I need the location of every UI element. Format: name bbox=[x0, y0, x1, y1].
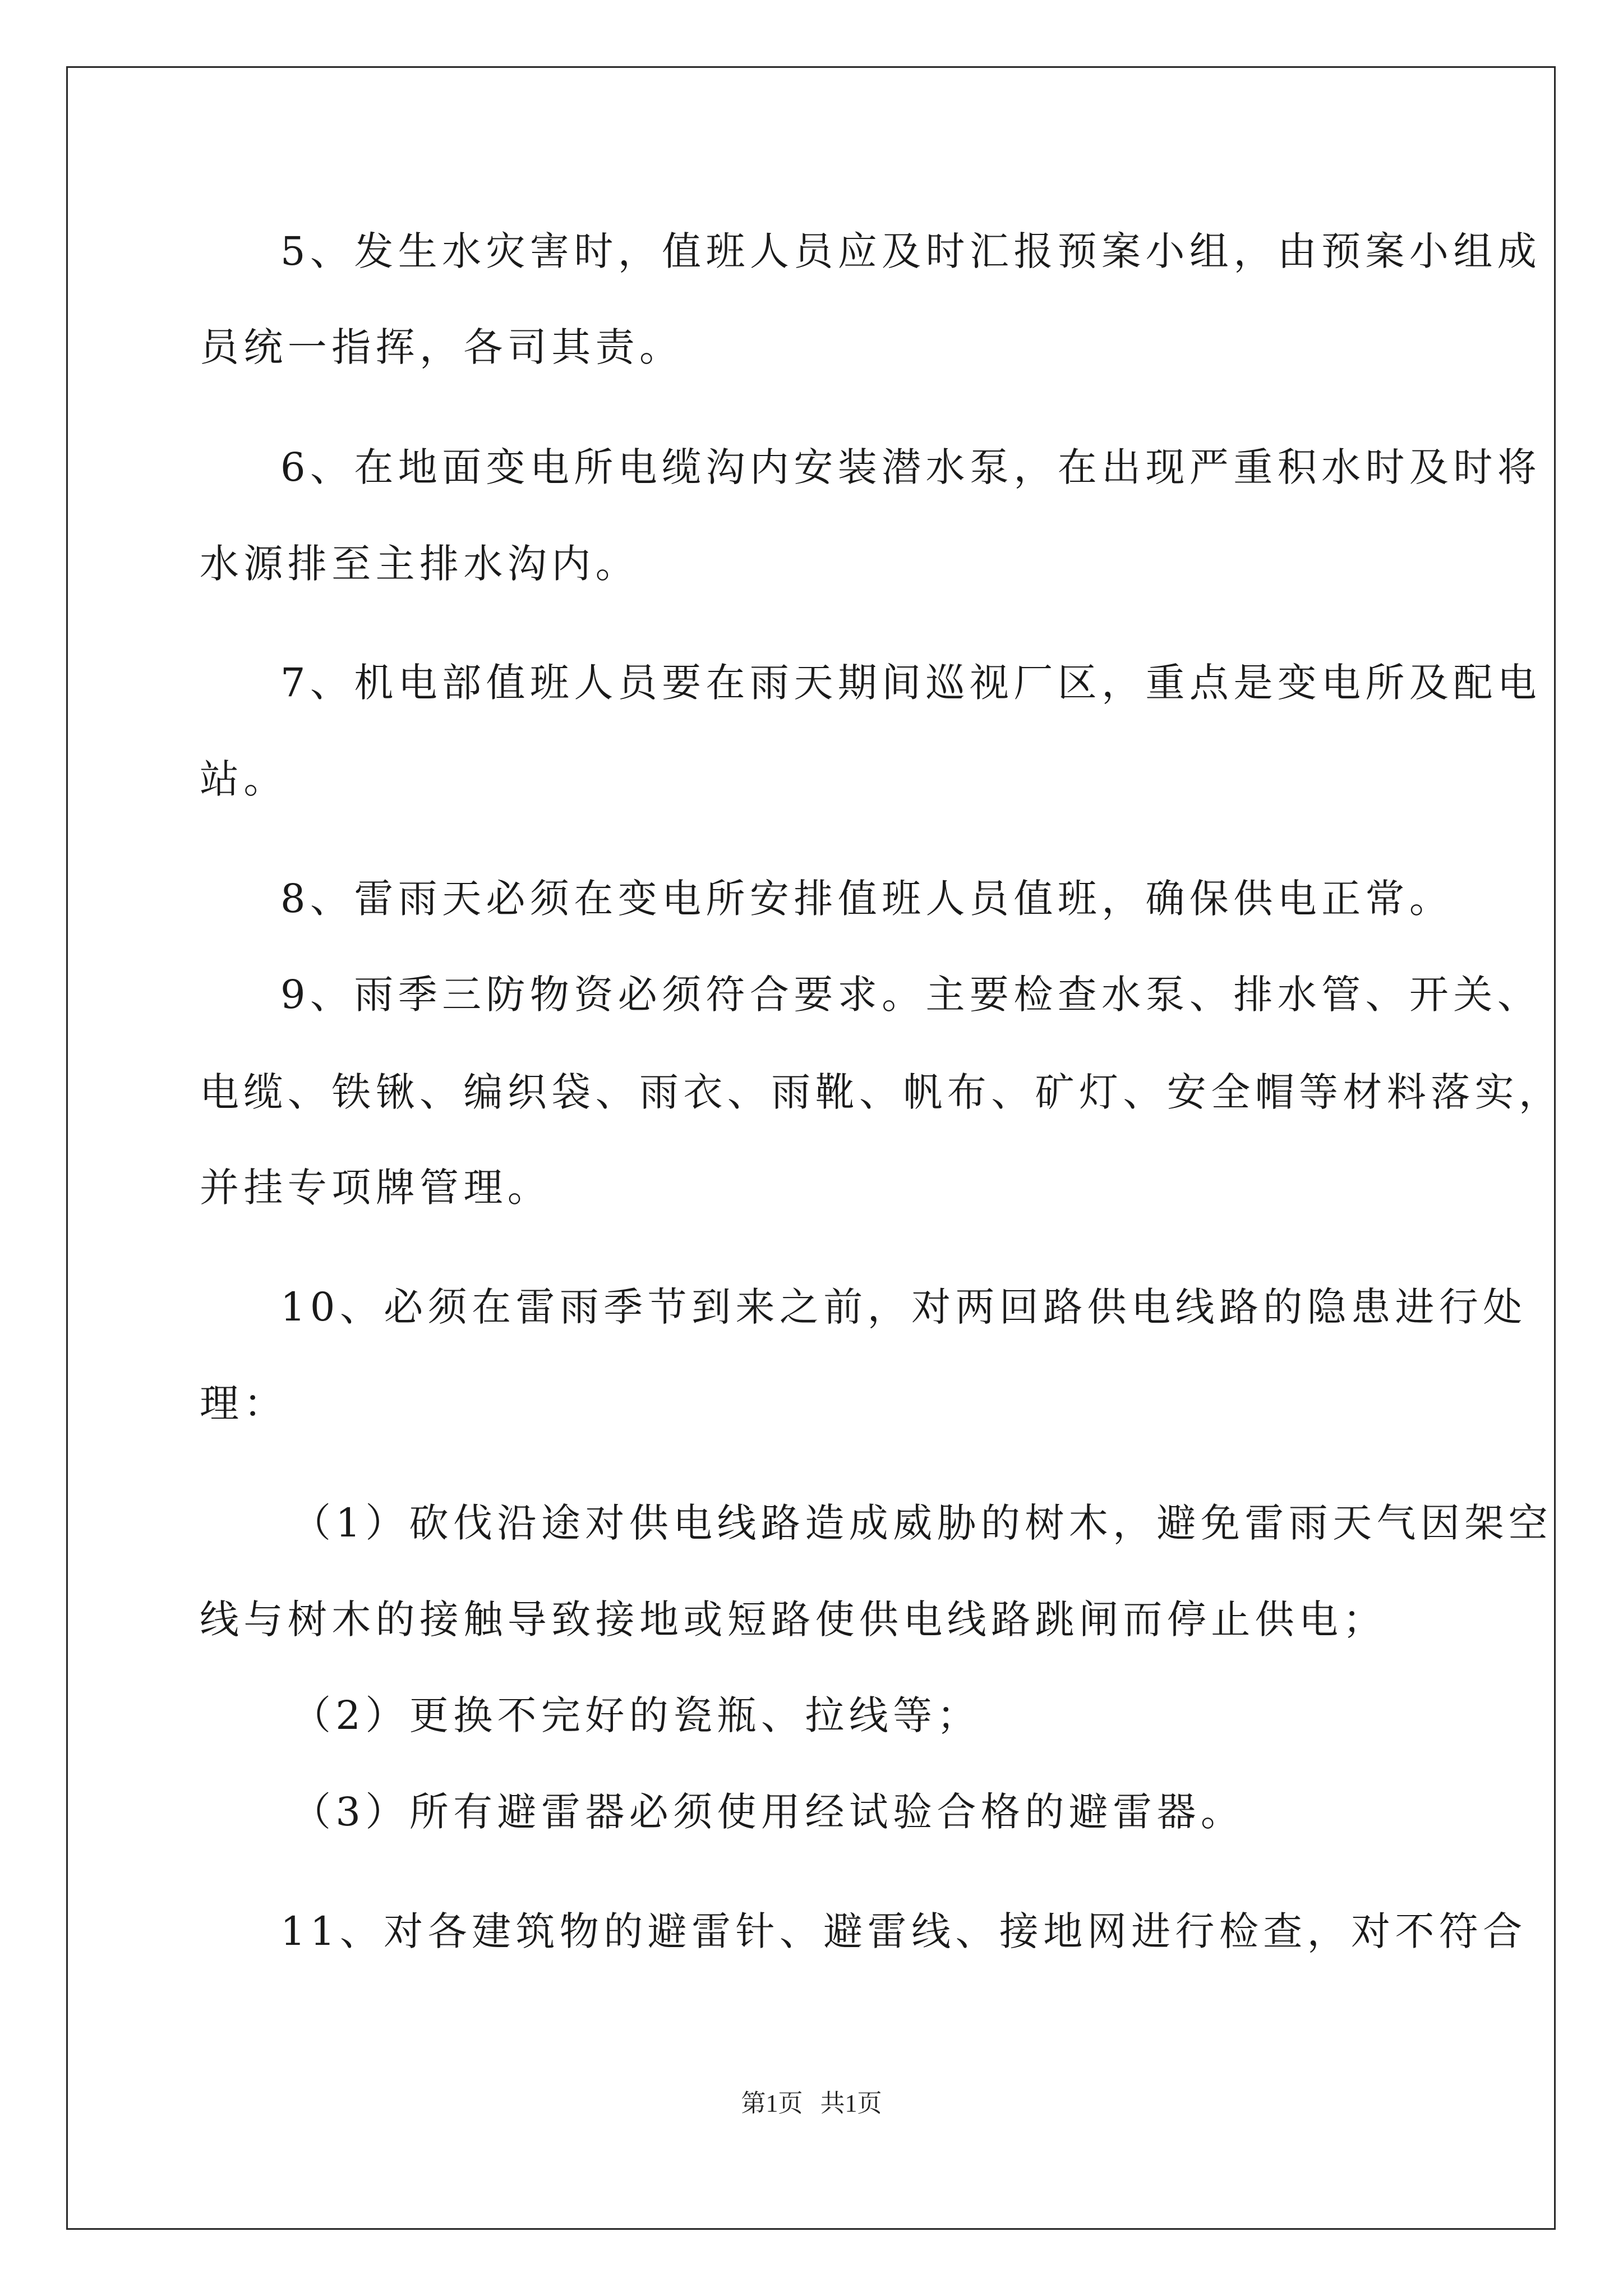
subitem-2-line-1: （2）更换不完好的瓷瓶、拉线等； bbox=[292, 1692, 981, 1738]
page-total: 共1页 bbox=[820, 2090, 882, 2117]
page-border bbox=[66, 66, 1556, 2230]
paragraph-9-line-1: 9、雨季三防物资必须符合要求。主要检查水泵、排水管、开关、 bbox=[280, 972, 1542, 1018]
paragraph-6-line-2: 水源排至主排水沟内。 bbox=[200, 541, 639, 587]
paragraph-6-line-1: 6、在地面变电所电缆沟内安装潜水泵，在出现严重积水时及时将 bbox=[280, 444, 1542, 490]
paragraph-5-line-1: 5、发生水灾害时，值班人员应及时汇报预案小组，由预案小组成 bbox=[280, 228, 1542, 274]
paragraph-8-line-1: 8、雷雨天必须在变电所安排值班人员值班，确保供电正常。 bbox=[280, 876, 1454, 922]
paragraph-5-line-2: 员统一指挥，各司其责。 bbox=[200, 324, 684, 370]
paragraph-9-line-2: 电缆、铁锹、编织袋、雨衣、雨靴、帆布、矿灯、安全帽等材料落实， bbox=[200, 1069, 1563, 1115]
paragraph-11-line-1: 11、对各建筑物的避雷针、避雷线、接地网进行检查，对不符合 bbox=[280, 1908, 1527, 1954]
paragraph-10-line-2: 理： bbox=[200, 1381, 288, 1427]
page-footer bbox=[0, 2087, 1623, 2120]
paragraph-7-line-2: 站。 bbox=[200, 756, 288, 802]
paragraph-9-line-3: 并挂专项牌管理。 bbox=[200, 1165, 552, 1211]
subitem-3-line-1: （3）所有避雷器必须使用经试验合格的避雷器。 bbox=[292, 1789, 1245, 1835]
paragraph-10-line-1: 10、必须在雷雨季节到来之前，对两回路供电线路的隐患进行处 bbox=[280, 1284, 1527, 1330]
paragraph-7-line-1: 7、机电部值班人员要在雨天期间巡视厂区，重点是变电所及配电 bbox=[280, 660, 1542, 706]
page-number: 第1页 bbox=[741, 2090, 803, 2117]
subitem-1-line-1: （1）砍伐沿途对供电线路造成威胁的树木，避免雷雨天气因架空 bbox=[292, 1500, 1553, 1546]
subitem-1-line-2: 线与树木的接触导致接地或短路使供电线路跳闸而停止供电； bbox=[200, 1596, 1387, 1642]
